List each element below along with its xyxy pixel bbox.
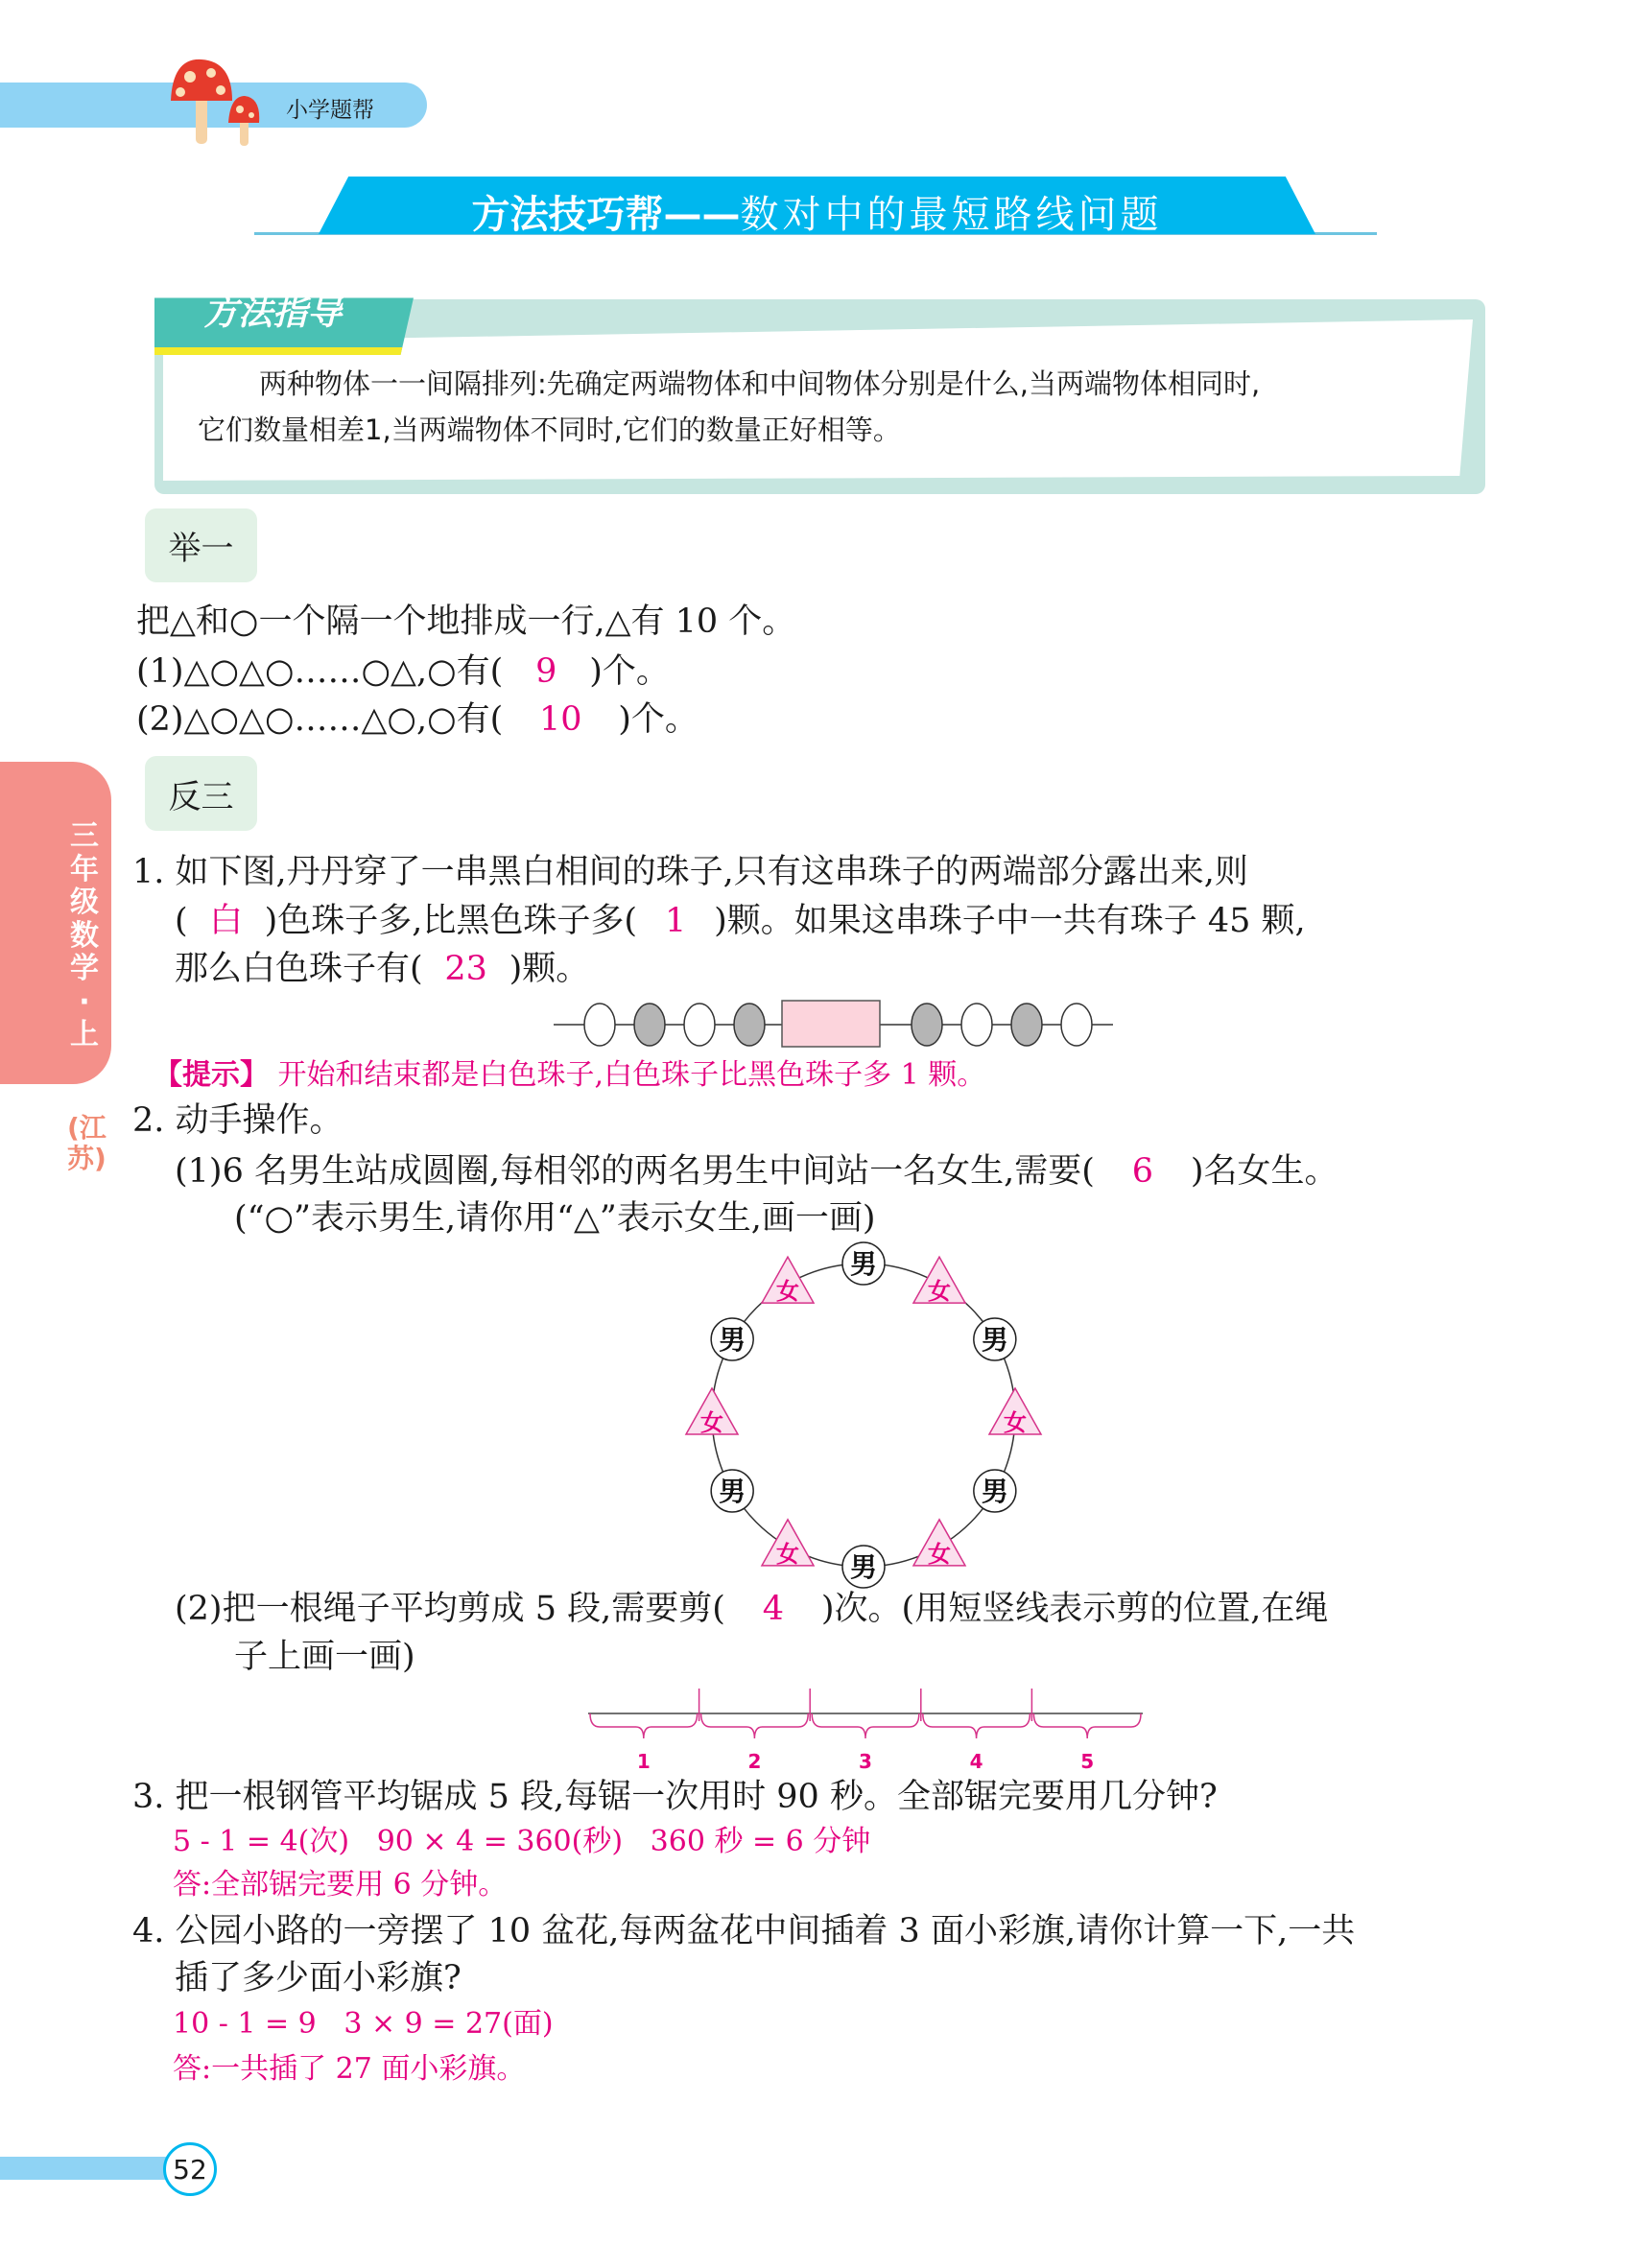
answer: 23 — [444, 950, 487, 988]
boy-label: 男 — [849, 1248, 878, 1280]
method-line-2: 它们数量相差1,当两端物体不同时,它们的数量正好相等。 — [198, 413, 901, 446]
p3-work: 5 - 1 = 4(次) 90 × 4 = 360(秒) 360 秒 = 6 分钟 — [173, 1825, 871, 1858]
girl-label: 女 — [700, 1409, 723, 1436]
p4-answer: 答:一共插了 27 面小彩旗。 — [173, 2052, 526, 2086]
brand-name: 小学题帮 — [286, 98, 374, 123]
segment-label: 2 — [747, 1750, 762, 1773]
answer: 白 — [209, 902, 244, 940]
girl-label: 女 — [928, 1540, 951, 1568]
answer: 1 — [664, 902, 687, 940]
example-q1: (1)△○△○……○△,○有( 9 )个。 — [136, 652, 670, 691]
p2-s2-cont: 子上画一画) — [234, 1638, 415, 1676]
girl-label: 女 — [1004, 1409, 1027, 1436]
p4-work: 10 - 1 = 9 3 × 9 = 27(面) — [173, 2007, 554, 2041]
p1-line3: 那么白色珠子有( 23 )颗。 — [175, 950, 590, 988]
p2-title: 2. 动手操作。 — [132, 1101, 343, 1140]
segment-brace — [701, 1713, 809, 1738]
segment-label: 5 — [1080, 1750, 1095, 1773]
answer: 9 — [535, 652, 557, 691]
title-dash: —— — [663, 193, 741, 237]
practice-label: 反三 — [145, 756, 257, 831]
method-tag-label: 方法指导 — [203, 294, 343, 333]
segment-brace — [812, 1713, 919, 1738]
p2-s1: (1)6 名男生站成圆圈,每相邻的两名男生中间站一名女生,需要( 6 )名女生。 — [175, 1152, 1338, 1191]
example-q2: (2)△○△○……△○,○有( 10 )个。 — [136, 700, 699, 739]
girl-label: 女 — [928, 1278, 951, 1306]
ring-line — [712, 1264, 1015, 1567]
footer-band — [0, 2157, 173, 2180]
answer: 10 — [539, 700, 582, 739]
page-number: 52 — [163, 2142, 217, 2196]
answer: 6 — [1131, 1152, 1154, 1191]
segment-label: 4 — [969, 1750, 983, 1773]
p2-s2: (2)把一根绳子平均剪成 5 段,需要剪( 4 )次。(用短竖线表示剪的位置,在绳 — [175, 1590, 1329, 1628]
segment-brace — [590, 1713, 698, 1738]
p1-hint: 【提示】 开始和结束都是白色珠子,白色珠子比黑色珠子多 1 颗。 — [154, 1058, 986, 1092]
p3-answer: 答:全部锯完要用 6 分钟。 — [173, 1868, 508, 1902]
method-line-1: 两种物体一一间隔排列:先确定两端物体和中间物体分别是什么,当两端物体相同时, — [259, 367, 1261, 400]
girl-label: 女 — [776, 1278, 799, 1306]
p4-question-2: 插了多少面小彩旗? — [175, 1959, 462, 1997]
boy-label: 男 — [849, 1551, 878, 1583]
girl-label: 女 — [776, 1540, 799, 1568]
boy-label: 男 — [981, 1476, 1008, 1507]
title-main: 方法技巧帮 — [471, 193, 664, 237]
segment-brace — [1033, 1713, 1141, 1738]
answer: 4 — [762, 1590, 785, 1628]
boy-label: 男 — [719, 1324, 746, 1356]
segment-label: 1 — [636, 1750, 651, 1773]
p3-question: 3. 把一根钢管平均锯成 5 段,每锯一次用时 90 秒。全部锯完要用几分钟? — [132, 1778, 1218, 1816]
p1-line1: 1. 如下图,丹丹穿了一串黑白相间的珠子,只有这串珠子的两端部分露出来,则 — [132, 853, 1248, 891]
boy-label: 男 — [719, 1476, 746, 1507]
boy-label: 男 — [981, 1324, 1008, 1356]
segment-brace — [923, 1713, 1030, 1738]
p2-s1-note: (“○”表示男生,请你用“△”表示女生,画一画) — [234, 1199, 876, 1238]
title-sub: 数对中的最短路线问题 — [740, 193, 1163, 237]
p4-question-1: 4. 公园小路的一旁摆了 10 盆花,每两盆花中间插着 3 面小彩旗,请你计算一下,一共 — [132, 1912, 1356, 1950]
side-tab-label: 三年级数学·上 — [70, 819, 99, 1051]
example-label: 举一 — [145, 508, 257, 582]
example-stem: 把△和○一个隔一个地排成一行,△有 10 个。 — [136, 602, 796, 641]
segment-label: 3 — [859, 1750, 872, 1773]
side-region: (江苏) — [67, 1112, 107, 1175]
p1-line2: ( 白 )色珠子多,比黑色珠子多( 1 )颗。如果这串珠子中一共有珠子 45 颗, — [175, 902, 1306, 940]
